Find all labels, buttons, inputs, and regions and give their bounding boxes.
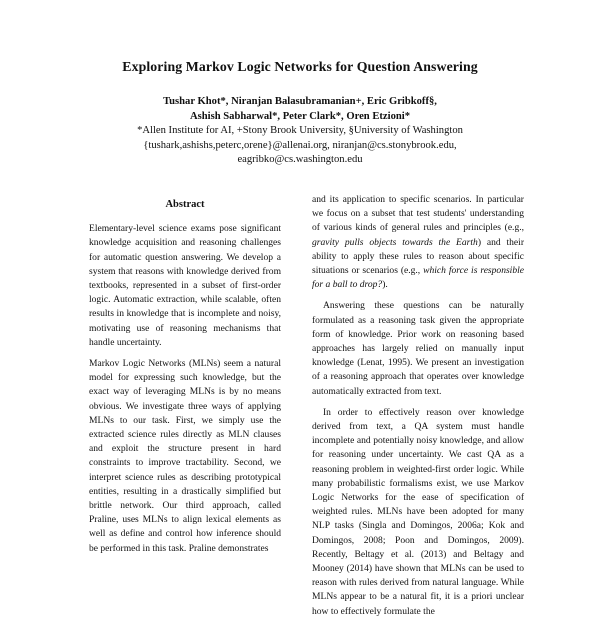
intro-p1-example-2: which force is responsible for a ball to drop? (312, 265, 524, 291)
left-column (86, 198, 284, 563)
intro-paragraph-2: Answering these questions can be naturally formulated as a reasoning task given the appropriate form of knowledge. Prior work on reasoning based approaches has largely relied on manually input knowledge (Lenat, 1995). We present an investigation of a reasoning approach that operates over knowledge automatically extracted from text. (312, 300, 524, 397)
author-line-1: Tushar Khot*, Niranjan Balasubramanian+, Eric Gribkoff§, (163, 96, 437, 107)
intro-p1-text-a: and its application to specific scenarios. In particular we focus on a subset that test students' understanding of various kinds of general rules and principles (e.g., (312, 194, 524, 234)
abstract-heading: Abstract (165, 199, 205, 210)
intro-p1-text-b: ) and their ability to apply these rules to reason about specific situations or scenarios (e.g., (312, 236, 524, 277)
affiliations: *Allen Institute for AI, +Stony Brook University, §University of Washington (137, 125, 463, 136)
intro-p1-text-c: ). (382, 279, 388, 291)
intro-paragraph-1 (312, 193, 524, 292)
intro-p1-example-1: gravity pulls objects towards the Earth (312, 236, 478, 248)
abstract-paragraph-1: Elementary-level science exams pose significant knowledge acquisition and reasoning challenges for automatic question answering. We develop a system that reasons with knowledge derived from textbooks, represented in a subset of first-order logic. Automatic extraction, while scalable, often results in knowledge that is incomplete and noisy, motivating use of reasoning mechanisms that handle uncertainty. (89, 223, 281, 348)
right-column (312, 193, 524, 626)
author-block (0, 95, 600, 168)
intro-paragraph-3: In order to effectively reason over knowledge derived from text, a QA system must handle incomplete and potentially noisy knowledge, and allow for reasoning under uncertainty. We cast QA as a reasoning problem in weighted-first order logic. While many probabilistic formalisms exist, we use Markov Logic Networks for the ease of specification of weighted rules. MLNs have been adopted for many NLP tasks (Singla and Domingos, 2006a; Kok and Domingos, 2008; Poon and Domingos, 2009). Recently, Beltagy et al. (2013) and Beltagy and Mooney (2014) have shown that MLNs can be used to reason with rules derived from natural language. While MLNs appear to be a natural fit, it is a priori unclear how to effectively formulate the (312, 406, 524, 617)
emails-line-1: {tushark,ashishs,peterc,orene}@allenai.org, niranjan@cs.stonybrook.edu, (143, 139, 457, 151)
abstract-paragraph-2: Markov Logic Networks (MLNs) seem a natural model for expressing such knowledge, but the exact way of leveraging MLNs is by no means obvious. We investigate three ways of applying MLNs to our task. First, we simply use the extracted science rules directly as MLN clauses and exploit the structure present in hard constraints to improve tractability. Second, we interpret science rules as describing prototypical entities, resulting in a drastically simplified but brittle network. Our third approach, called Praline, uses MLNs to align lexical elements as well as define and control how inference should be performed in this task. Praline demonstrates (89, 358, 281, 554)
author-line-2: Ashish Sabharwal*, Peter Clark*, Oren Etzioni* (189, 110, 411, 122)
paper-title: Exploring Markov Logic Networks for Question Answering (122, 59, 478, 74)
emails-line-2: eagribko@cs.washington.edu (237, 154, 363, 165)
